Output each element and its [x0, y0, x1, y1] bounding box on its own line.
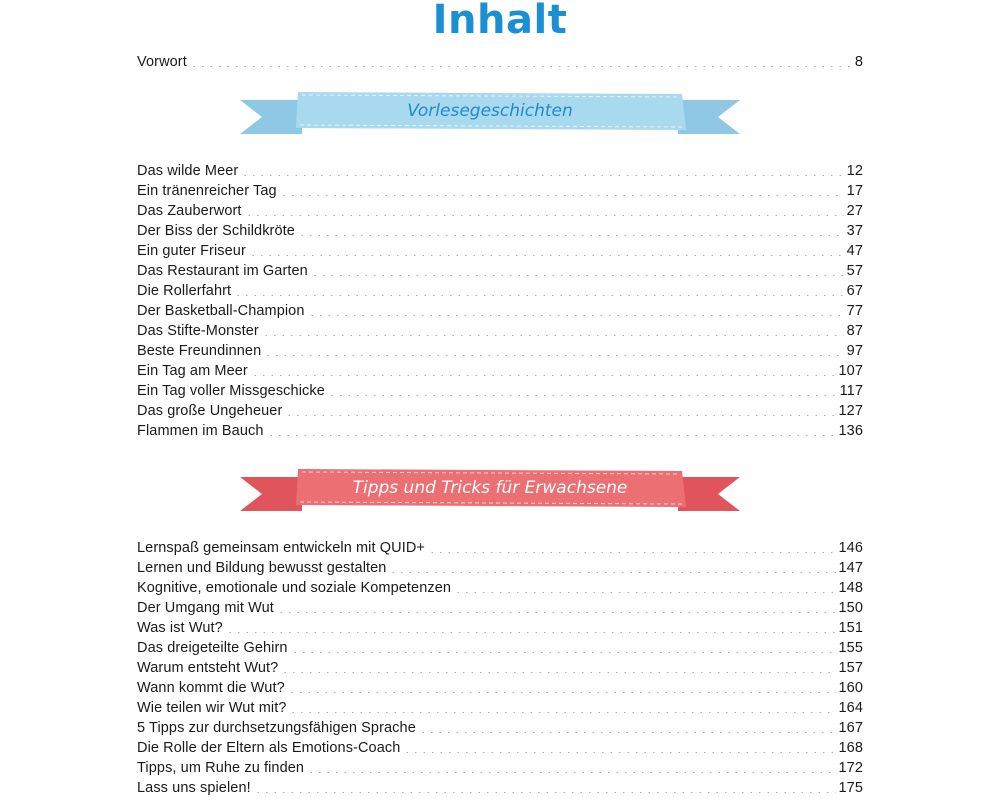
- dot-leader: [389, 572, 835, 573]
- toc-label: Die Rollerfahrt: [137, 283, 232, 299]
- dot-leader: [226, 632, 836, 633]
- page-title: Inhalt: [432, 0, 568, 43]
- toc-page-number: 97: [846, 343, 863, 359]
- toc-label: Ein Tag voller Missgeschicke: [137, 383, 325, 399]
- toc-label: Das Restaurant im Garten: [137, 263, 308, 279]
- section-title: Vorlesegeschichten: [407, 101, 573, 121]
- toc-label: Das Stifte-Monster: [137, 323, 259, 339]
- toc-label: Ein guter Friseur: [137, 243, 246, 259]
- dot-leader: [454, 592, 835, 593]
- toc-page-number: 147: [838, 560, 863, 576]
- toc-page-number: 27: [846, 203, 863, 219]
- toc-label: Die Rolle der Eltern als Emotions-Coach: [137, 740, 401, 756]
- dot-leader: [190, 66, 852, 67]
- toc-entry[interactable]: [137, 421, 863, 441]
- dot-leader: [277, 612, 836, 613]
- dot-leader: [288, 692, 836, 693]
- toc-page-number: 146: [838, 540, 863, 556]
- toc-page-number: 175: [838, 780, 863, 796]
- toc-label: Flammen im Bauch: [137, 423, 264, 439]
- toc-label: Das große Ungeheuer: [137, 403, 283, 419]
- toc-page-number: 12: [846, 163, 863, 179]
- toc-entry[interactable]: [137, 538, 863, 558]
- dot-leader: [403, 752, 835, 753]
- toc-page-number: 155: [838, 640, 863, 656]
- toc-page-number: 168: [838, 740, 863, 756]
- toc-label: Ein Tag am Meer: [137, 363, 248, 379]
- dot-leader: [254, 792, 836, 793]
- toc-entry[interactable]: [137, 321, 863, 341]
- dot-leader: [262, 335, 844, 336]
- toc-entry[interactable]: [137, 221, 863, 241]
- toc-entry[interactable]: [137, 778, 863, 798]
- toc-entry[interactable]: [137, 201, 863, 221]
- section-banner-vorlesegeschichten: [240, 90, 740, 150]
- preface-row[interactable]: [137, 52, 863, 72]
- toc-page-number: 167: [838, 720, 863, 736]
- toc-page-number: 17: [846, 183, 863, 199]
- section-banner-tipps: [240, 467, 740, 527]
- toc-entry[interactable]: [137, 301, 863, 321]
- toc-label: 5 Tipps zur durchsetzungsfähigen Sprache: [137, 720, 416, 736]
- toc-entry[interactable]: [137, 558, 863, 578]
- toc-entry[interactable]: [137, 578, 863, 598]
- dot-leader: [311, 275, 844, 276]
- toc-page-number: 172: [838, 760, 863, 776]
- toc-entry[interactable]: [137, 401, 863, 421]
- toc-list-vorlesegeschichten: [137, 161, 863, 441]
- toc-page-number: 57: [846, 263, 863, 279]
- toc-entry[interactable]: [137, 658, 863, 678]
- toc-label: Warum entsteht Wut?: [137, 660, 279, 676]
- toc-entry[interactable]: [137, 281, 863, 301]
- toc-label: Das Zauberwort: [137, 203, 242, 219]
- dot-leader: [328, 395, 837, 396]
- dot-leader: [249, 255, 844, 256]
- toc-entry[interactable]: [137, 598, 863, 618]
- dot-leader: [291, 652, 836, 653]
- toc-entry[interactable]: [137, 718, 863, 738]
- toc-entry[interactable]: [137, 241, 863, 261]
- toc-page-number: 117: [839, 383, 863, 399]
- toc-list-tipps: [137, 538, 863, 798]
- toc-entry[interactable]: [137, 638, 863, 658]
- toc-entry[interactable]: [137, 381, 863, 401]
- toc-label: Das wilde Meer: [137, 163, 239, 179]
- dot-leader: [308, 315, 844, 316]
- toc-page-number: 37: [846, 223, 863, 239]
- dot-leader: [251, 375, 836, 376]
- dot-leader: [285, 415, 835, 416]
- toc-label: Der Biss der Schildkröte: [137, 223, 295, 239]
- toc-page-number: 148: [838, 580, 863, 596]
- toc-page-number: 164: [838, 700, 863, 716]
- toc-label: Kognitive, emotionale und soziale Kompetenzen: [137, 580, 452, 596]
- toc-label: Vorwort: [137, 54, 187, 70]
- toc-page-number: 157: [838, 660, 863, 676]
- toc-entry[interactable]: [137, 341, 863, 361]
- dot-leader: [289, 712, 835, 713]
- toc-entry[interactable]: [137, 361, 863, 381]
- toc-label: Tipps, um Ruhe zu finden: [137, 760, 305, 776]
- toc-label: Das dreigeteilte Gehirn: [137, 640, 288, 656]
- toc-entry[interactable]: [137, 698, 863, 718]
- dot-leader: [241, 175, 843, 176]
- dot-leader: [267, 435, 836, 436]
- toc-page-number: 67: [846, 283, 863, 299]
- toc-label: Wie teilen wir Wut mit?: [137, 700, 287, 716]
- dot-leader: [234, 295, 843, 296]
- toc-page-number: 77: [846, 303, 863, 319]
- toc-entry[interactable]: [137, 758, 863, 778]
- toc-page-number: 47: [846, 243, 863, 259]
- dot-leader: [245, 215, 844, 216]
- toc-page-number: 127: [838, 403, 863, 419]
- dot-leader: [264, 355, 843, 356]
- toc-entry[interactable]: [137, 738, 863, 758]
- toc-page-number: 150: [838, 600, 863, 616]
- toc-page-number: 107: [838, 363, 863, 379]
- toc-entry[interactable]: [137, 261, 863, 281]
- toc-label: Lass uns spielen!: [137, 780, 251, 796]
- toc-page-number: 160: [838, 680, 863, 696]
- toc-label: Lernspaß gemeinsam entwickeln mit QUID+: [137, 540, 425, 556]
- toc-page-number: 8: [854, 54, 863, 70]
- toc-label: Wann kommt die Wut?: [137, 680, 285, 696]
- dot-leader: [428, 552, 836, 553]
- toc-entry[interactable]: [137, 181, 863, 201]
- toc-label: Ein tränenreicher Tag: [137, 183, 277, 199]
- toc-label: Beste Freundinnen: [137, 343, 262, 359]
- toc-entry[interactable]: [137, 678, 863, 698]
- toc-page-number: 136: [838, 423, 863, 439]
- toc-label: Lernen und Bildung bewusst gestalten: [137, 560, 387, 576]
- dot-leader: [307, 772, 835, 773]
- toc-label: Der Umgang mit Wut: [137, 600, 274, 616]
- dot-leader: [298, 235, 844, 236]
- toc-label: Was ist Wut?: [137, 620, 223, 636]
- toc-page-number: 151: [838, 620, 863, 636]
- section-title: Tipps und Tricks für Erwachsene: [352, 478, 628, 498]
- toc-entry[interactable]: [137, 618, 863, 638]
- dot-leader: [419, 732, 836, 733]
- dot-leader: [281, 672, 835, 673]
- toc-label: Der Basketball-Champion: [137, 303, 305, 319]
- dot-leader: [280, 195, 844, 196]
- toc-entry[interactable]: [137, 161, 863, 181]
- toc-page-number: 87: [846, 323, 863, 339]
